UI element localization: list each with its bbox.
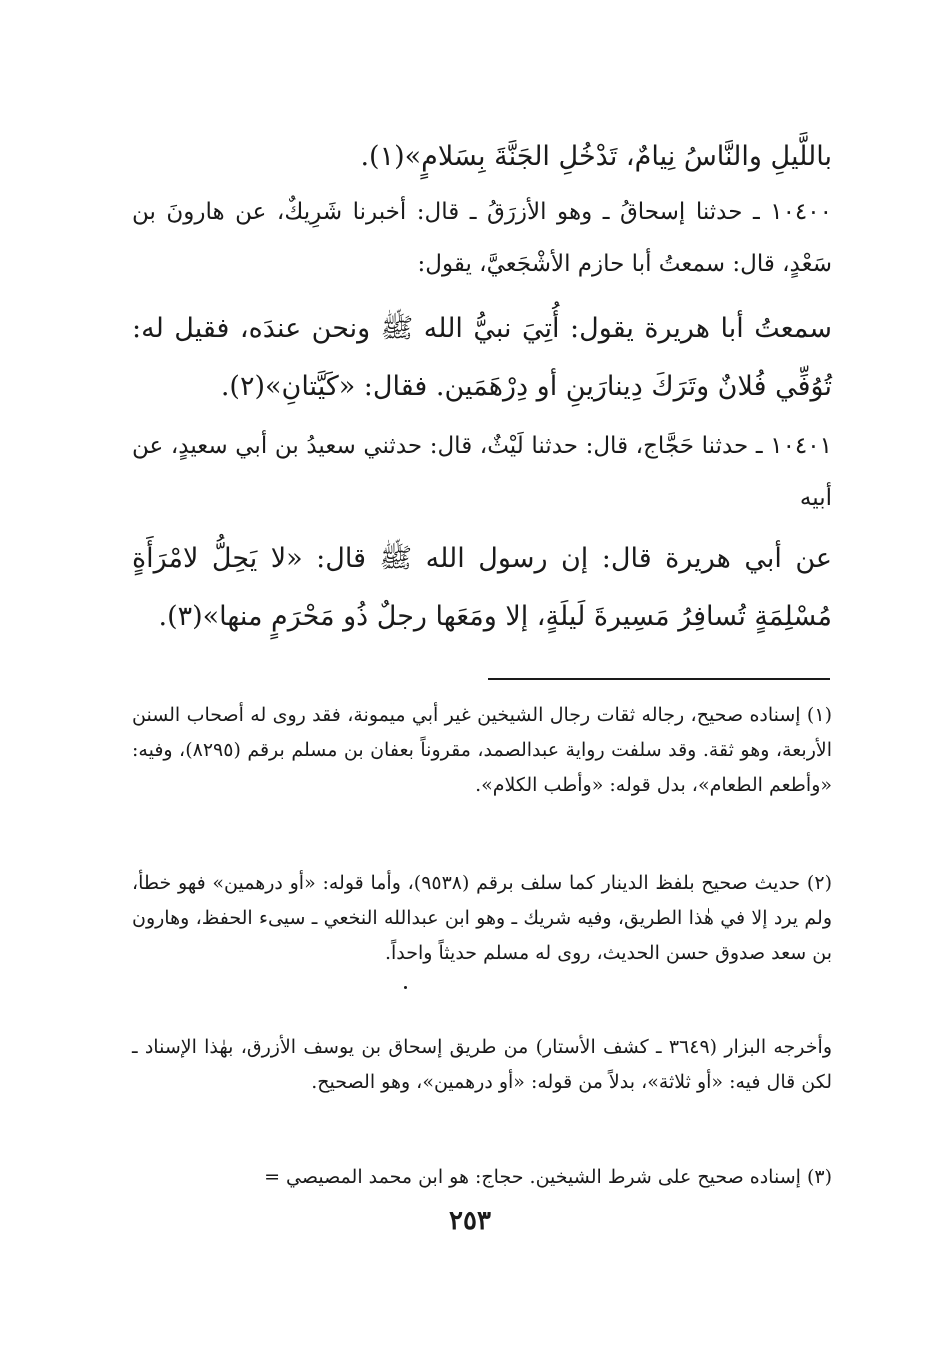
footnote-2: (٢) حديث صحيح بلفظ الدينار كما سلف برقم (٩٥٣٨)، وأما قوله: «أو درهمين» فهو خطأ، ولم يرد إلا في هٰذا الطريق، وفيه شريك ـ وهو ابن عبدالله النخعي ـ سيىء الحفظ، وهارون بن سعد صدوق حسن الحديث، روى له مسلم حديثاً واحداً.	[132, 872, 832, 964]
footnote-2-continuation: وأخرجه البزار (٣٦٤٩ ـ كشف الأستار) من طريق إسحاق بن يوسف الأزرق، بهٰذا الإسناد ـ لكن قال فيه: «أو ثلاثة»، بدلاً من قوله: «أو درهمين»، وهو الصحيح.	[132, 1036, 832, 1093]
continued-hadith-text: باللَّيلِ والنَّاسُ نِيامٌ، تَدْخُلِ الجَنَّةَ بِسَلامٍ»(١).	[360, 141, 832, 172]
footnote-3: (٣) إسناده صحيح على شرط الشيخين. حجاج: هو ابن محمد المصيصي =	[264, 1166, 832, 1188]
hadith-10401-matn: عن أبي هريرة قال: إن رسول الله ﷺ قال: «لا يَحِلُّ لامْرَأَةٍ مُسْلِمَةٍ تُسافِرُ مَسِيرةَ لَيلَةٍ، إلا ومَعَها رجلٌ ذُو مَحْرَمٍ منها»(٣).	[132, 543, 832, 632]
footnote-1: (١) إسناده صحيح، رجاله ثقات رجال الشيخين غير أبي ميمونة، فقد روى له أصحاب السنن الأربعة، وهو ثقة. وقد سلفت رواية عبدالصمد، مقروناً بعفان بن مسلم برقم (٨٢٩٥)، وفيه: «وأطعم الطعام»، بدل قوله: «وأطب الكلام».	[132, 704, 832, 796]
page-number: ٢٥٣	[449, 1206, 491, 1236]
footnote-separator	[488, 678, 830, 680]
hadith-10401-isnad: ١٠٤٠١ ـ حدثنا حَجَّاج، قال: حدثنا لَيْثٌ، قال: حدثني سعيدُ بن أبي سعيدٍ، عن أبيه	[132, 433, 832, 511]
hadith-10400-matn: سمعتُ أبا هريرة يقول: أُتِيَ نبيُّ الله ﷺ ونحن عندَه، فقيل له: تُوُفِّي فُلانٌ وتَرَكَ دِينارَينِ أو دِرْهَمَين. فقال: «كَيَّتانِ»(٢).	[132, 313, 832, 402]
hadith-10400-isnad: ١٠٤٠٠ ـ حدثنا إسحاقُ ـ وهو الأزرَقُ ـ قال: أخبرنا شَرِيكٌ، عن هارونَ بن سَعْدٍ، قال: سمعتُ أبا حازم الأشْجَعيَّ، يقول:	[132, 199, 832, 277]
print-speck	[404, 986, 407, 989]
